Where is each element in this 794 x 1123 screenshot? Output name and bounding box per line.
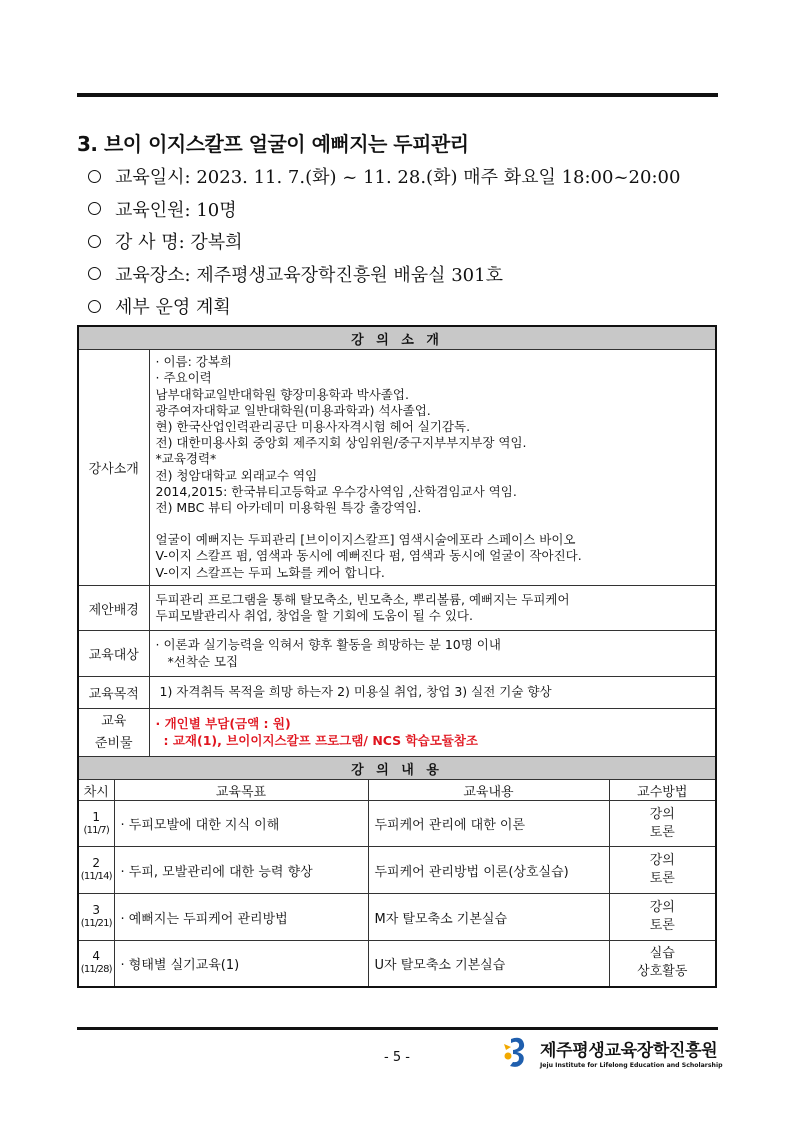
session-method: 강의 토론 [609,894,716,941]
session-number: 3 (11/21) [78,894,114,941]
goal-content: 1) 자격취득 목적을 희망 하는자 2) 미용실 취업, 창업 3) 실전 기술 향상 [149,677,716,709]
session-content: U자 탈모축소 기본실습 [368,941,609,987]
session-method: 실습 상호활동 [609,941,716,987]
org-logo [502,1035,723,1069]
org-emblem-icon [502,1035,534,1069]
circle-bullet-icon [88,235,101,248]
info-item-date: 교육일시: 2023. 11. 7.(화) ~ 11. 28.(화) 매주 화요일 18:00~20:00 [88,160,728,193]
session-number: 1 (11/7) [78,801,114,847]
background-content: 두피관리 프로그램을 통해 탈모축소, 빈모축소, 뿌리볼륨, 예뻐지는 두피케어 두피모발관리사 취업, 창업을 할 기회에 도움이 될 수 있다. [149,586,716,631]
materials-label: 교육 준비물 [78,709,149,757]
info-list [88,160,728,323]
session-goal: · 두피모발에 대한 지식 이해 [114,801,368,847]
target-content: · 이론과 실기능력을 익혀서 향후 활동을 희망하는 분 10명 이내 *선착순 모집 [149,631,716,677]
info-item-instructor: 강 사 명: 강복희 [88,225,728,258]
session-goal: · 형태별 실기교육(1) [114,941,368,987]
bottom-divider [77,1027,718,1030]
info-item-location: 교육장소: 제주평생교육장학진흥원 배움실 301호 [88,258,728,291]
col-header-content: 교육내용 [368,780,609,801]
col-header-session: 차시 [78,780,114,801]
circle-bullet-icon [88,170,101,183]
session-goal: · 예뻐지는 두피케어 관리방법 [114,894,368,941]
session-content: M자 탈모축소 기본실습 [368,894,609,941]
session-method: 강의 토론 [609,801,716,847]
org-name-english: Jeju Institute for Lifelong Education and Scholarship [540,1061,723,1069]
background-label: 제안배경 [78,586,149,631]
info-item-capacity: 교육인원: 10명 [88,193,728,226]
session-content: 두피케어 관리방법 이론(상호실습) [368,847,609,894]
materials-content: · 개인별 부담(금액 : 원) : 교재(1), 브이이지스칼프 프로그램/ NCS 학습모듈참조 [149,709,716,757]
instructor-label: 강사소개 [78,350,149,586]
session-content: 두피케어 관리에 대한 이론 [368,801,609,847]
org-name-korean: 제주평생교육장학진흥원 [540,1040,718,1061]
table-row [78,847,716,894]
session-number: 2 (11/14) [78,847,114,894]
goal-label: 교육목적 [78,677,149,709]
course-table [77,325,717,988]
table-row [78,941,716,987]
circle-bullet-icon [88,300,101,313]
top-divider [77,93,718,97]
content-header: 강 의 내 용 [78,757,716,780]
intro-header: 강 의 소 개 [78,326,716,350]
section-title: 3. 브이 이지스칼프 얼굴이 예뻐지는 두피관리 [77,132,469,156]
circle-bullet-icon [88,267,101,280]
circle-bullet-icon [88,202,101,215]
session-goal: · 두피, 모발관리에 대한 능력 향상 [114,847,368,894]
info-item-plan: 세부 운영 계획 [88,290,728,323]
table-row [78,894,716,941]
target-label: 교육대상 [78,631,149,677]
session-number: 4 (11/28) [78,941,114,987]
table-row [78,801,716,847]
page-number: - 5 - [384,1050,410,1065]
col-header-method: 교수방법 [609,780,716,801]
instructor-content: · 이름: 강복희 · 주요이력 남부대학교일반대학원 향장미용학과 박사졸업. 광주여자대학교 일반대학원(미용과학과) 석사졸업. 현) 한국산업인력관리공단 미용사자격시험 헤어 실기감독. 전) 대한미용사회 중앙회 제주지회 상임위원/중구지부부지부장 역임. *교육경력* 전) 청암대학교 외래교수 역임 2014,2015: 한국뷰티고등학교 우수강사역임 ,산학겸임교사 역임. 전) MBC 뷰티 아카데미 미용학원 특강 출강역임. 얼굴이 예뻐지는 두피관리 [브이이지스칼프] 염색시술에포라 스페이스 바이오 V-이지 스칼프 펌, 염색과 동시에 예뻐진다 펌, 염색과 동시에 얼굴이 작아진다. V-이지 스칼프는 두피 노화를 케어 합니다. [149,350,716,586]
col-header-goal: 교육목표 [114,780,368,801]
session-method: 강의 토론 [609,847,716,894]
